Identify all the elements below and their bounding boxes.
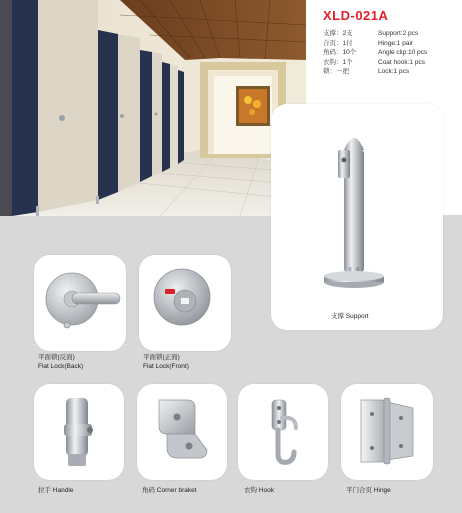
spec-row [323, 67, 458, 77]
product-title: XLD-021A [323, 8, 389, 23]
hinge-icon [341, 384, 433, 480]
hook-caption: 衣钩 Hook [244, 487, 274, 494]
spec-row [323, 29, 458, 39]
lock-back-caption [38, 354, 83, 371]
spec-cn: 支撑：2支 [323, 30, 353, 37]
handle-caption: 拉手 Handle [38, 487, 74, 494]
flat-lock-back-icon [34, 255, 126, 351]
spec-cn: 合页：1付 [323, 39, 353, 47]
lock-front-caption-en: Flat Lock(Front) [143, 362, 189, 370]
restroom-photo [0, 0, 306, 216]
spec-row [323, 39, 458, 49]
support-caption: 支撑 Support [331, 313, 369, 320]
lock-front-caption [143, 354, 189, 371]
spec-en: Angle clip:10 pcs [378, 49, 428, 57]
corner-bracket-icon [137, 384, 227, 480]
spec-block [323, 8, 458, 77]
lock-back-card [34, 255, 126, 351]
support-icon [271, 104, 443, 330]
corner-card [137, 384, 227, 480]
corner-caption: 角码 Corner braket [142, 487, 197, 494]
support-card [271, 104, 443, 330]
lock-back-caption-en: Flat Lock(Back) [38, 362, 84, 370]
hook-card [238, 384, 328, 480]
lock-back-caption-cn: 平面锁(反面) [38, 354, 75, 361]
lock-front-card [139, 255, 231, 351]
lock-front-caption-cn: 平面锁(正面) [143, 354, 180, 361]
spec-row [323, 58, 458, 68]
spec-en: Coat hook:1 pcs [378, 58, 425, 66]
handle-card [34, 384, 124, 480]
spec-en: Support:2 pcs [378, 30, 419, 37]
spec-en: Lock:1 pcs [378, 68, 410, 76]
flat-lock-front-icon [139, 255, 231, 351]
spec-row [323, 48, 458, 58]
hinge-card [341, 384, 433, 480]
spec-cn: 锁：一把 [323, 68, 349, 76]
spec-cn: 角码：10个 [323, 49, 357, 57]
spec-cn: 衣钩：1个 [323, 58, 353, 66]
spec-en: Hinge:1 pair [378, 39, 414, 47]
handle-icon [34, 384, 124, 480]
hinge-caption: 平门合页 Hinge [346, 487, 391, 494]
hook-icon [238, 384, 328, 480]
